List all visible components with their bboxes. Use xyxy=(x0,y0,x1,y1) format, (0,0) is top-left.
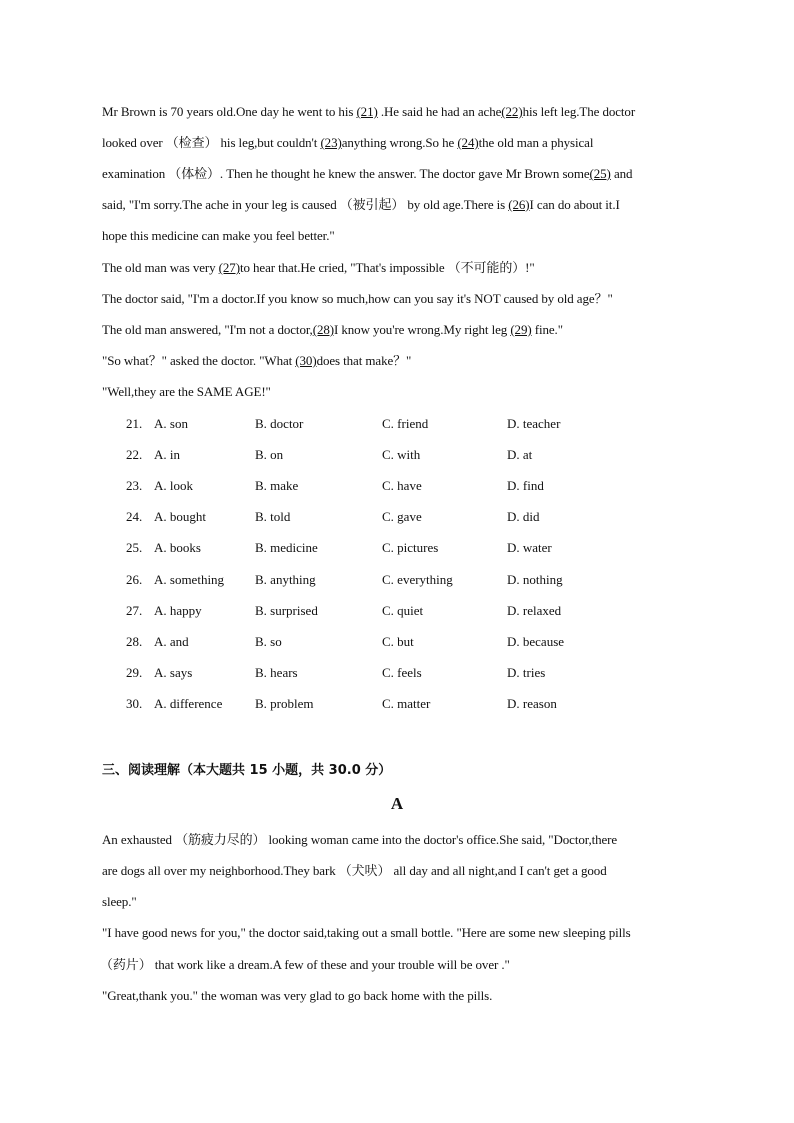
option-b: B. make xyxy=(255,478,299,493)
option-a: A. happy xyxy=(154,603,202,618)
passage-line: （药片） that work like a dream.A few of these and your trouble will be over ." xyxy=(100,957,510,972)
option-b: B. doctor xyxy=(255,416,304,431)
question-row xyxy=(126,446,726,464)
passage-line: An exhausted （筋疲力尽的） looking woman came into the doctor's office.She said, "Doctor,there xyxy=(102,832,618,847)
question-number: 30. xyxy=(126,696,143,711)
passage-line: hope this medicine can make you feel better." xyxy=(102,228,335,243)
passage-text: does that make？" xyxy=(316,353,412,368)
option-d: D. nothing xyxy=(507,572,563,587)
passage-text: and xyxy=(610,166,633,181)
passage-line xyxy=(102,134,593,152)
blank-25: (25) xyxy=(589,166,611,181)
passage-line: are dogs all over my neighborhood.They bark （犬吠） all day and all night,and I can't get a good xyxy=(102,863,607,878)
option-c: C. friend xyxy=(382,416,429,431)
passage-text: I can do about it.I xyxy=(529,197,620,212)
option-a: A. and xyxy=(154,634,189,649)
passage-text: to hear that.He cried, "That's impossible （不可能的）!" xyxy=(239,260,535,275)
question-row xyxy=(126,477,726,495)
blank-28: (28) xyxy=(312,322,334,337)
option-a: A. bought xyxy=(154,509,206,524)
option-b: B. told xyxy=(255,509,291,524)
blank-21: (21) xyxy=(356,104,378,119)
blank-23: (23) xyxy=(320,135,342,150)
question-row xyxy=(126,664,726,682)
section-title: 三、阅读理解（本大题共 15 小题，共 30.0 分） xyxy=(102,763,392,778)
passage-line: "Well,they are the SAME AGE!" xyxy=(102,384,271,399)
passage-text: I know you're wrong.My right leg xyxy=(333,322,511,337)
passage-text: said, "I'm sorry.The ache in your leg is caused （被引起） by old age.There is xyxy=(102,197,509,212)
option-c: C. have xyxy=(382,478,422,493)
passage-text: looked over （检查） his leg,but couldn't xyxy=(102,135,321,150)
option-d: D. because xyxy=(507,634,565,649)
option-c: C. feels xyxy=(382,665,422,680)
passage-line: sleep." xyxy=(102,894,137,909)
question-row xyxy=(126,571,726,589)
option-a: A. son xyxy=(154,416,188,431)
option-c: C. matter xyxy=(382,696,431,711)
option-b: B. medicine xyxy=(255,540,318,555)
question-number: 25. xyxy=(126,540,143,555)
passage-line: "Great,thank you." the woman was very glad to go back home with the pills. xyxy=(102,988,493,1003)
option-d: D. teacher xyxy=(507,416,561,431)
option-b: B. hears xyxy=(255,665,298,680)
option-c: C. pictures xyxy=(382,540,439,555)
question-number: 28. xyxy=(126,634,143,649)
question-number: 22. xyxy=(126,447,143,462)
option-a: A. books xyxy=(154,540,201,555)
passage-text: the old man a physical xyxy=(478,135,594,150)
passage-text: Mr Brown is 70 years old.One day he went to his xyxy=(102,104,357,119)
option-c: C. gave xyxy=(382,509,422,524)
question-row xyxy=(126,415,726,433)
passage-text: .He said he had an ache xyxy=(377,104,502,119)
blank-26: (26) xyxy=(508,197,530,212)
passage-line: "I have good news for you," the doctor said,taking out a small bottle. "Here are some new sleeping pills xyxy=(102,925,631,940)
option-a: A. in xyxy=(154,447,180,462)
option-d: D. at xyxy=(507,447,533,462)
option-a: A. look xyxy=(154,478,193,493)
option-d: D. water xyxy=(507,540,552,555)
passage-line xyxy=(102,352,411,370)
question-row xyxy=(126,539,726,557)
option-a: A. difference xyxy=(154,696,223,711)
option-b: B. surprised xyxy=(255,603,318,618)
question-row xyxy=(126,602,726,620)
option-c: C. everything xyxy=(382,572,453,587)
option-c: C. quiet xyxy=(382,603,424,618)
passage-line xyxy=(102,259,535,277)
passage-text: fine." xyxy=(531,322,563,337)
passage-text: "So what？" asked the doctor. "What xyxy=(102,353,296,368)
option-a: A. says xyxy=(154,665,193,680)
question-row xyxy=(126,695,726,713)
option-b: B. problem xyxy=(255,696,314,711)
option-d: D. tries xyxy=(507,665,546,680)
option-d: D. did xyxy=(507,509,540,524)
option-d: D. reason xyxy=(507,696,557,711)
passage-line xyxy=(102,196,620,214)
option-b: B. on xyxy=(255,447,284,462)
question-number: 24. xyxy=(126,509,143,524)
option-c: C. but xyxy=(382,634,414,649)
passage-line: The doctor said, "I'm a doctor.If you know so much,how can you say it's NOT caused by old age？" xyxy=(102,291,613,306)
option-b: B. anything xyxy=(255,572,316,587)
option-b: B. so xyxy=(255,634,282,649)
passage-text: his left leg.The doctor xyxy=(522,104,636,119)
blank-22: (22) xyxy=(501,104,523,119)
blank-27: (27) xyxy=(218,260,240,275)
question-number: 21. xyxy=(126,416,143,431)
option-d: D. find xyxy=(507,478,544,493)
passage-text: The old man answered, "I'm not a doctor, xyxy=(102,322,313,337)
passage-line xyxy=(102,321,563,339)
passage-heading: A xyxy=(390,794,404,813)
blank-29: (29) xyxy=(510,322,532,337)
passage-text: anything wrong.So he xyxy=(341,135,458,150)
blank-30: (30) xyxy=(295,353,317,368)
question-number: 26. xyxy=(126,572,143,587)
option-c: C. with xyxy=(382,447,421,462)
question-number: 27. xyxy=(126,603,143,618)
option-d: D. relaxed xyxy=(507,603,562,618)
question-row xyxy=(126,633,726,651)
question-number: 23. xyxy=(126,478,143,493)
question-number: 29. xyxy=(126,665,143,680)
passage-text: examination （体检）. Then he thought he knew the answer. The doctor gave Mr Brown some xyxy=(102,166,590,181)
question-row xyxy=(126,508,726,526)
passage-line xyxy=(102,103,635,121)
blank-24: (24) xyxy=(457,135,479,150)
passage-line xyxy=(102,165,632,183)
option-a: A. something xyxy=(154,572,225,587)
passage-text: The old man was very xyxy=(102,260,219,275)
